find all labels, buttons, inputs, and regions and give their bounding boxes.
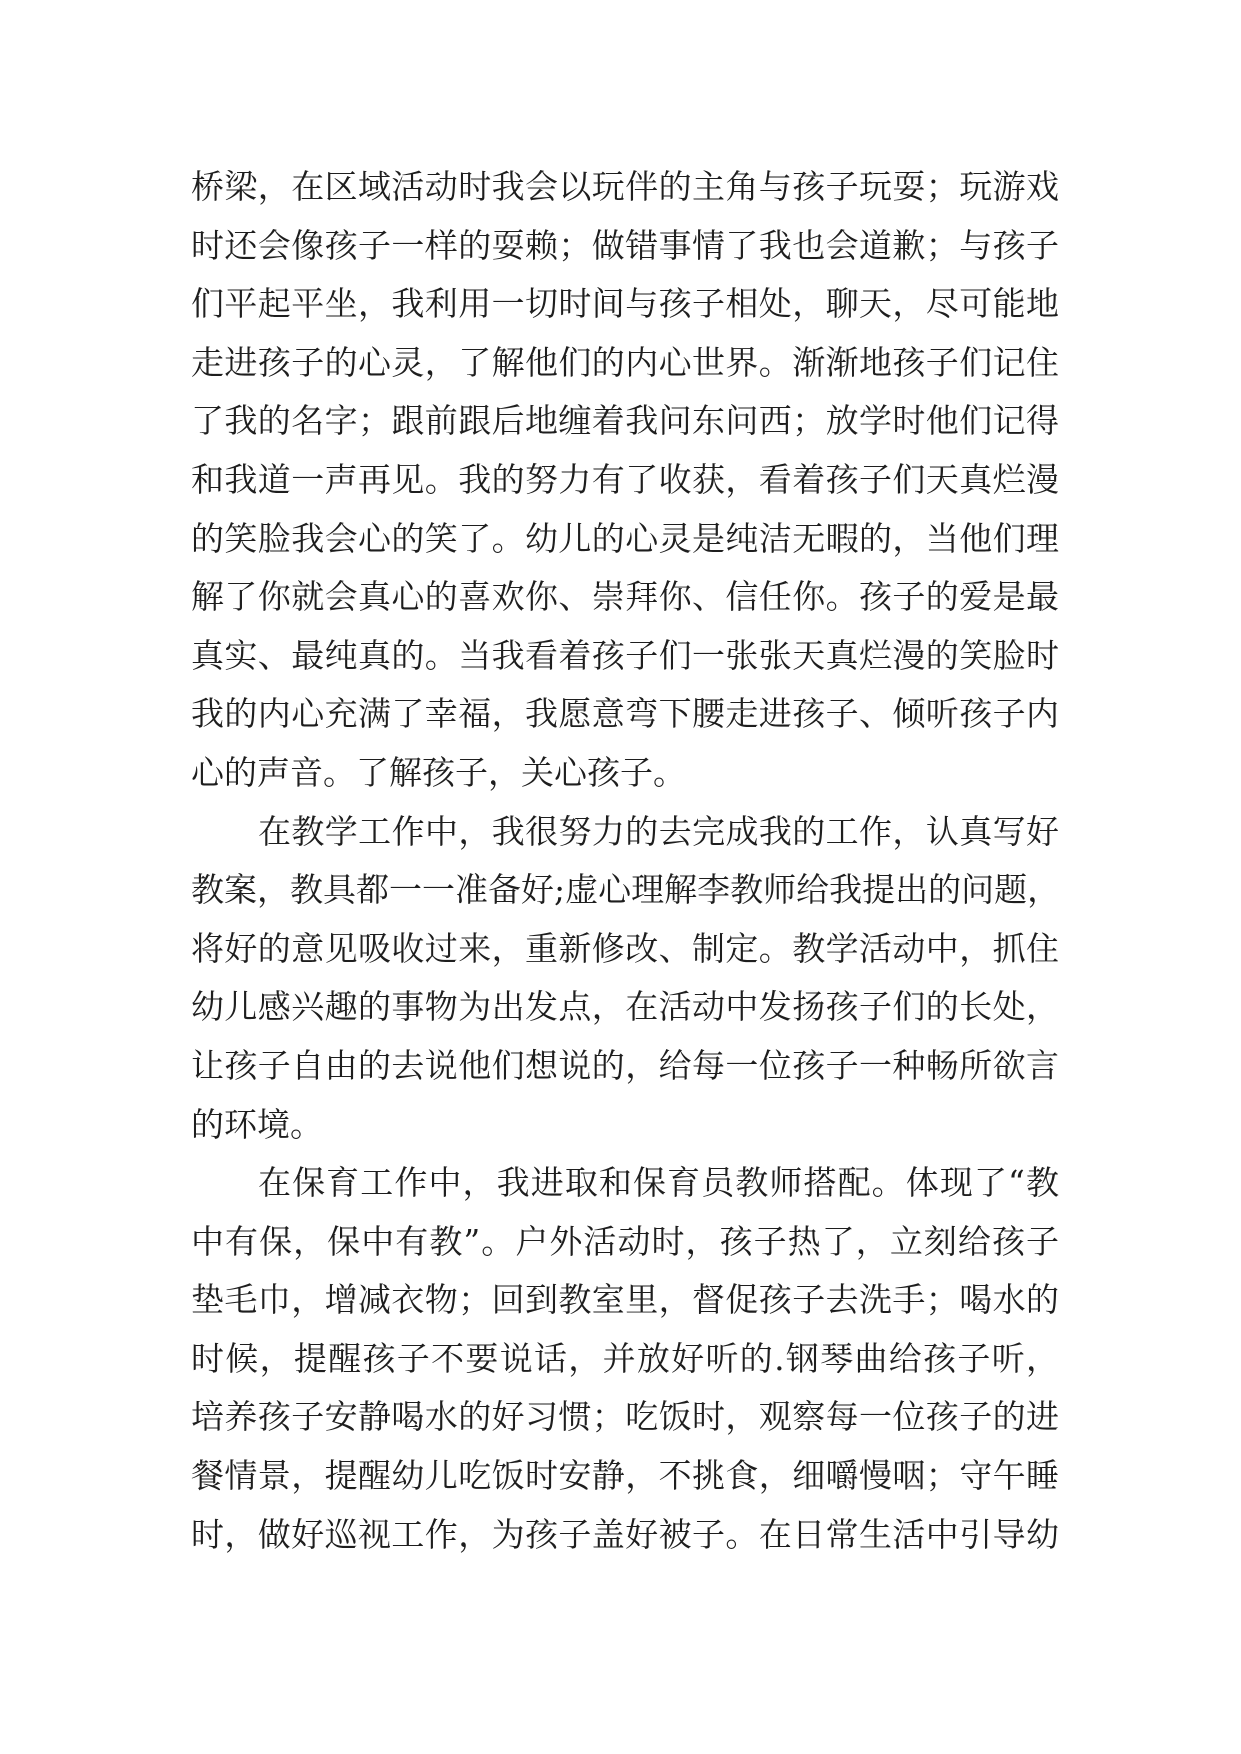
text-line: 中有保，保中有教”。户外活动时，孩子热了，立刻给孩子: [191, 1221, 1059, 1261]
text-line: 的笑脸我会心的笑了。幼儿的心灵是纯洁无暇的，当他们理: [191, 518, 1059, 558]
text-line: 在教学工作中，我很努力的去完成我的工作，认真写好: [258, 811, 1059, 851]
text-line: 了我的名字；跟前跟后地缠着我问东问西；放学时他们记得: [191, 401, 1059, 441]
text-line: 们平起平坐，我利用一切时间与孩子相处，聊天，尽可能地: [191, 284, 1059, 324]
text-line: 时还会像孩子一样的耍赖；做错事情了我也会道歉；与孩子: [191, 225, 1059, 265]
text-line: 让孩子自由的去说他们想说的，给每一位孩子一种畅所欲言: [191, 1045, 1059, 1085]
text-line: 培养孩子安静喝水的好习惯；吃饭时，观察每一位孩子的进: [191, 1397, 1059, 1437]
text-line: 桥梁，在区域活动时我会以玩伴的主角与孩子玩耍；玩游戏: [191, 167, 1059, 206]
body-text: [191, 158, 1059, 1564]
text-line: 和我道一声再见。我的努力有了收获，看着孩子们天真烂漫: [191, 459, 1059, 499]
text-line: 餐情景，提醒幼儿吃饭时安静，不挑食，细嚼慢咽；守午睡: [191, 1456, 1059, 1496]
text-line: 垫毛巾，增减衣物；回到教室里，督促孩子去洗手；喝水的: [191, 1280, 1059, 1320]
text-line: 真实、最纯真的。当我看着孩子们一张张天真烂漫的笑脸时: [191, 635, 1059, 675]
text-line: 时，做好巡视工作，为孩子盖好被子。在日常生活中引导幼: [191, 1514, 1059, 1554]
text-line: 时候，提醒孩子不要说话，并放好听的.钢琴曲给孩子听，: [191, 1338, 1059, 1378]
text-line: 在保育工作中，我进取和保育员教师搭配。体现了“教: [258, 1163, 1059, 1203]
text-line: 走进孩子的心灵，了解他们的内心世界。渐渐地孩子们记住: [191, 342, 1059, 382]
text-line: 教案，教具都一一准备好;虚心理解李教师给我提出的问题，: [191, 870, 1061, 910]
text-line: 解了你就会真心的喜欢你、崇拜你、信任你。孩子的爱是最: [191, 577, 1059, 617]
text-line: 将好的意见吸收过来，重新修改、制定。教学活动中，抓住: [191, 928, 1059, 968]
text-line: 的环境。: [191, 1104, 323, 1144]
text-line: 心的声音。了解孩子，关心孩子。: [191, 752, 686, 792]
text-line: 我的内心充满了幸福，我愿意弯下腰走进孩子、倾听孩子内: [191, 694, 1059, 734]
text-line: 幼儿感兴趣的事物为出发点，在活动中发扬孩子们的长处，: [191, 987, 1059, 1027]
